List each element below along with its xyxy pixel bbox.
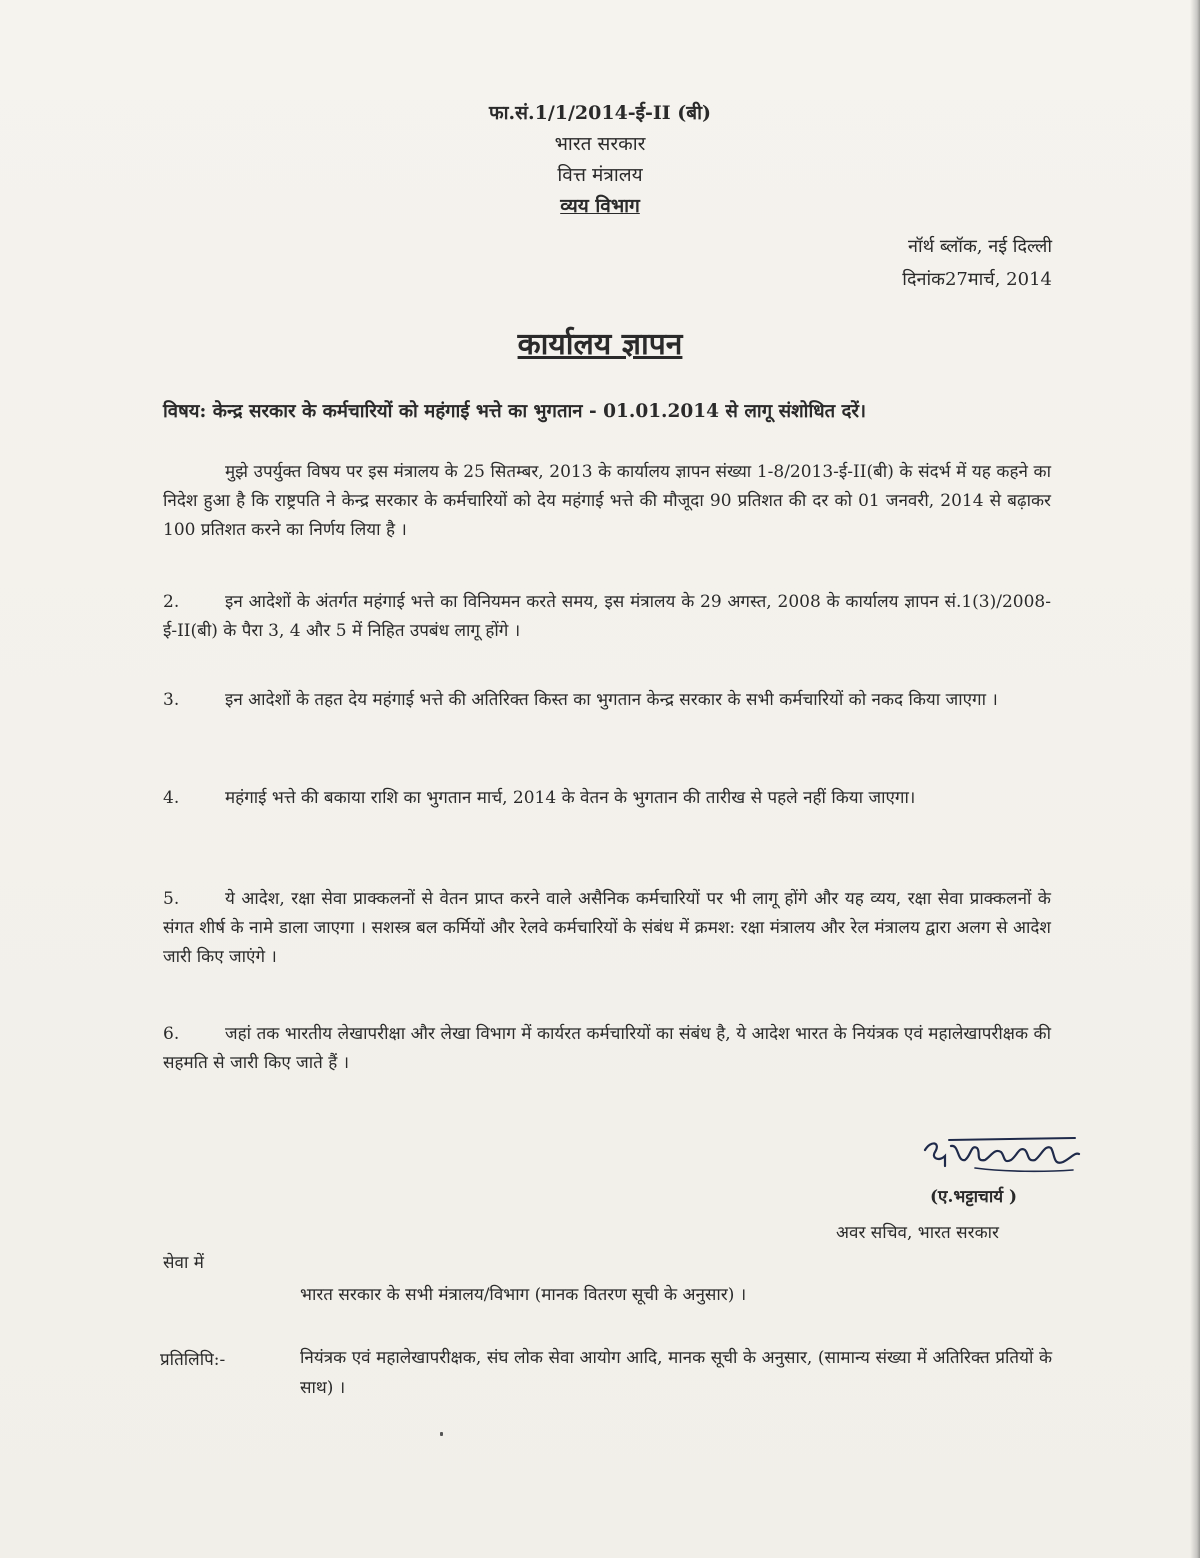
paragraph-6 [163, 1020, 1051, 1078]
paragraph-4-number: 4. [163, 788, 180, 808]
paragraph-2-number: 2. [163, 592, 180, 612]
addressee-text: भारत सरकार के सभी मंत्रालय/विभाग (मानक वितरण सूची के अनुसार) । [300, 1285, 747, 1305]
place-and-date [902, 230, 1052, 296]
paragraph-1 [163, 458, 1051, 545]
government-name: भारत सरकार [554, 133, 646, 155]
file-number: फा.सं.1/1/2014-ई-II (बी) [488, 102, 712, 124]
letterhead [420, 98, 780, 222]
scan-speck [440, 1432, 443, 1436]
paragraph-4-text: महंगाई भत्ते की बकाया राशि का भुगतान मार्च, 2014 के वेतन के भुगतान की तारीख से पहले नहीं किया जाएगा। [225, 788, 916, 808]
paragraph-2 [163, 588, 1051, 646]
paragraph-3 [163, 686, 1051, 715]
department-name: व्यय विभाग [560, 195, 640, 217]
paragraph-5-number: 5. [163, 889, 180, 909]
paragraph-6-number: 6. [163, 1024, 180, 1044]
scan-edge-shadow [1190, 0, 1200, 1558]
copy-to-label: प्रतिलिपि:- [160, 1350, 226, 1370]
paragraph-3-text: इन आदेशों के तहत देय महंगाई भत्ते की अतिरिक्त किस्त का भुगतान केन्द्र सरकार के सभी कर्मचारियों को नकद किया जाएगा । [225, 690, 998, 710]
paragraph-6-text: जहां तक भारतीय लेखापरीक्षा और लेखा विभाग में कार्यरत कर्मचारियों का संबंध है, ये आदेश भारत के नियंत्रक एवं महालेखापरीक्षक की सहमति से जारी किए जाते हैं । [163, 1024, 1051, 1073]
ministry-name: वित्त मंत्रालय [557, 164, 643, 186]
issue-date: दिनांक27मार्च, 2014 [902, 269, 1052, 290]
paragraph-1-text: मुझे उपर्युक्त विषय पर इस मंत्रालय के 25 सितम्बर, 2013 के कार्यालय ज्ञापन संख्या 1-8/2013-ई-II(बी) के संदर्भ में यह कहने का निदेश हुआ है कि राष्ट्रपति ने केन्द्र सरकार के कर्मचारियों को देय महंगाई भत्ते की मौजूदा 90 प्रतिशत की दर को 01 जनवरी, 2014 से बढ़ाकर 100 प्रतिशत करने का निर्णय लिया है । [163, 462, 1051, 540]
signatory-name: (ए.भट्टाचार्य ) [930, 1187, 1018, 1207]
addressee-label: सेवा में [163, 1253, 204, 1273]
office-address: नॉर्थ ब्लॉक, नई दिल्ली [907, 236, 1052, 257]
copy-to-text: नियंत्रक एवं महालेखापरीक्षक, संघ लोक सेवा आयोग आदि, मानक सूची के अनुसार, (सामान्य संख्या में अतिरिक्त प्रतियों के साथ) । [300, 1348, 1052, 1398]
signatory-designation: अवर सचिव, भारत सरकार [836, 1223, 1000, 1243]
memo-title-block [0, 322, 1200, 363]
paragraph-5 [163, 885, 1051, 972]
paragraph-4 [163, 784, 1051, 813]
handwritten-signature [915, 1126, 1085, 1182]
paragraph-3-number: 3. [163, 690, 180, 710]
paragraph-2-text: इन आदेशों के अंतर्गत महंगाई भत्ते का विनियमन करते समय, इस मंत्रालय के 29 अगस्त, 2008 के कार्यालय ज्ञापन सं.1(3)/2008-ई-II(बी) के पैरा 3, 4 और 5 में निहित उपबंध लागू होंगे । [163, 592, 1051, 641]
subject-line: विषय: केन्द्र सरकार के कर्मचारियों को महंगाई भत्ते का भुगतान - 01.01.2014 से लागू संशोधित दरें। [163, 401, 867, 422]
paragraph-5-text: ये आदेश, रक्षा सेवा प्राक्कलनों से वेतन प्राप्त करने वाले असैनिक कर्मचारियों पर भी लागू होंगे और यह व्यय, रक्षा सेवा प्राक्कलनों के संगत शीर्ष के नामे डाला जाएगा । सशस्त्र बल कर्मियों और रेलवे कर्मचारियों के संबंध में क्रमश: रक्षा मंत्रालय और रेल मंत्रालय द्वारा अलग से आदेश जारी किए जाएंगे । [163, 889, 1051, 967]
memo-title: कार्यालय ज्ञापन [517, 327, 683, 362]
